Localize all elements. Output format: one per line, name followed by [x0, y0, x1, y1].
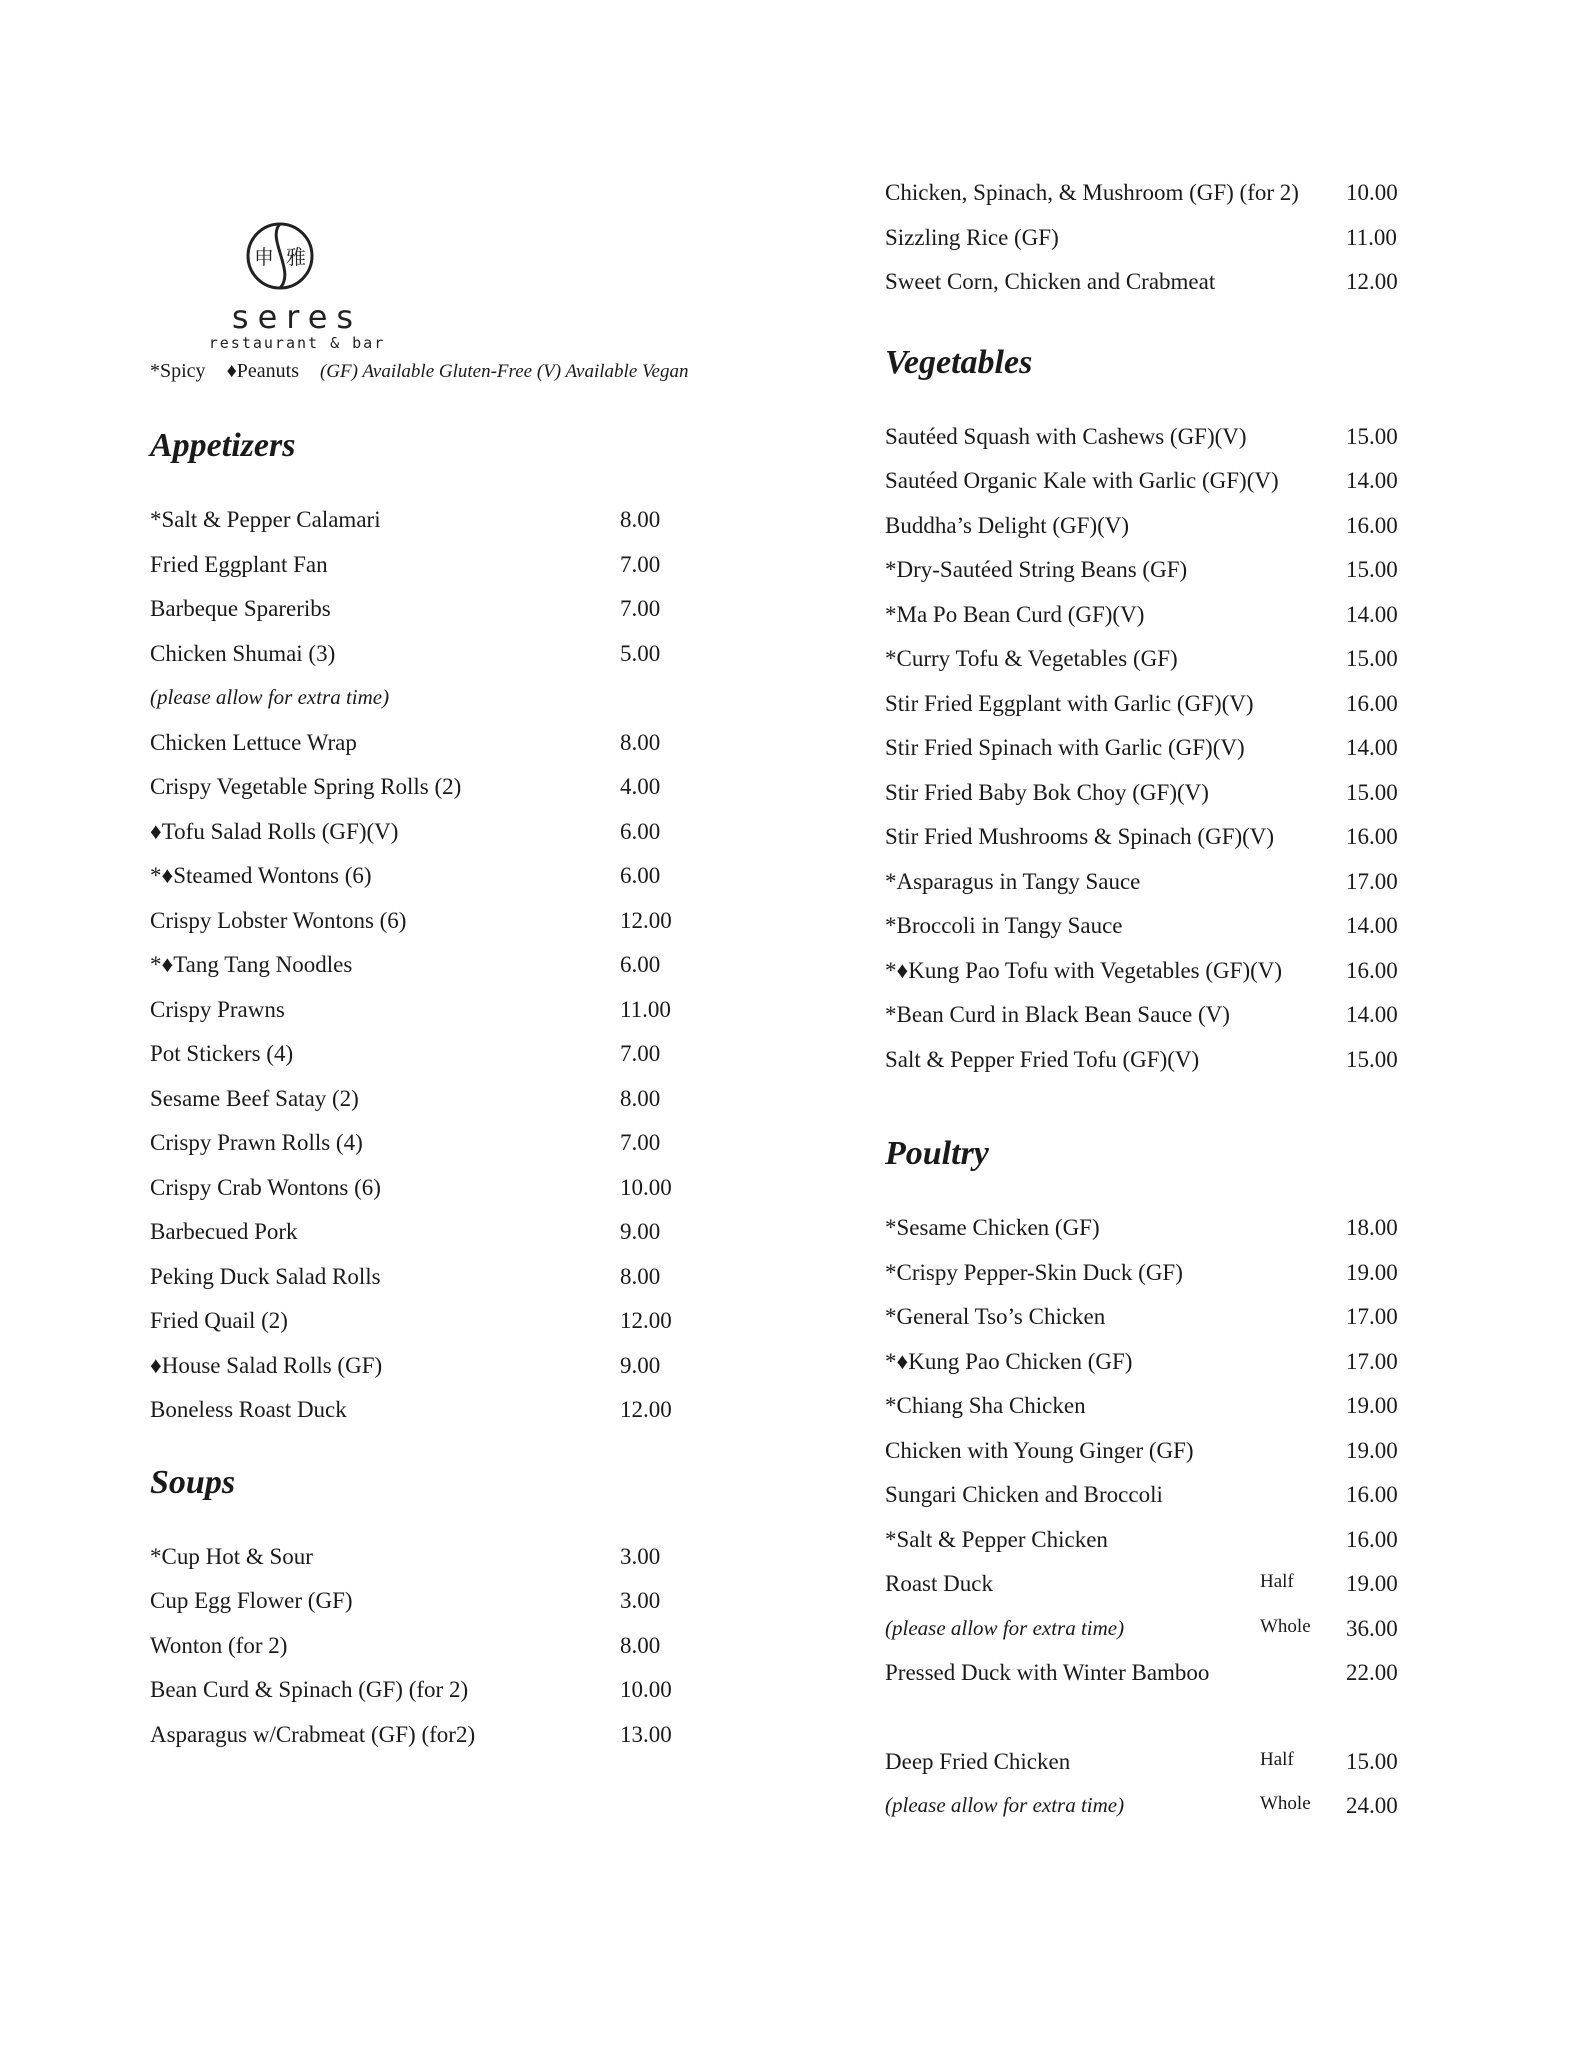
brand-tagline: restaurant & bar — [208, 334, 386, 352]
menu-note — [885, 1616, 1415, 1661]
menu-item-name: Pot Stickers (4) — [150, 1041, 294, 1066]
menu-item-price: 3.00 — [620, 1543, 661, 1569]
menu-item-price: 9.00 — [620, 1219, 661, 1244]
menu-item-price: 12.00 — [620, 1397, 672, 1422]
menu-item-price: 10.00 — [620, 1677, 672, 1702]
menu-item-size: Half — [1260, 1748, 1294, 1770]
menu-item — [150, 596, 690, 641]
menu-item — [150, 1722, 690, 1767]
menu-item-price: 8.00 — [620, 507, 661, 532]
menu-item-price: 17.00 — [1346, 1348, 1398, 1374]
menu-item-price: 6.00 — [620, 863, 661, 888]
menu-item — [150, 1308, 690, 1353]
menu-item — [885, 646, 1415, 691]
soups-list — [150, 1544, 690, 1767]
restaurant-logo — [182, 220, 412, 350]
menu-item-name: Chicken Shumai (3) — [150, 640, 336, 666]
menu-item-name: Fried Quail (2) — [150, 1308, 288, 1333]
menu-item — [150, 1041, 690, 1086]
menu-item-price: 15.00 — [1346, 557, 1398, 582]
right-column — [885, 180, 1415, 1838]
menu-item-price: 4.00 — [620, 774, 661, 799]
menu-item-name: *♦Tang Tang Noodles — [150, 952, 353, 977]
legend-spicy: *Spicy — [150, 360, 206, 382]
menu-item-name: Sizzling Rice (GF) — [885, 224, 1059, 250]
menu-item-price: 8.00 — [620, 1263, 661, 1289]
menu-item — [885, 735, 1415, 780]
menu-item-price: 19.00 — [1346, 1571, 1398, 1596]
menu-item — [150, 730, 690, 775]
menu-item-price: 11.00 — [620, 996, 671, 1022]
menu-item-price: 7.00 — [620, 551, 661, 577]
menu-item — [885, 468, 1415, 513]
menu-item-price: 19.00 — [1346, 1393, 1398, 1418]
menu-item-name: Crispy Vegetable Spring Rolls (2) — [150, 774, 462, 799]
menu-item-price: 14.00 — [1346, 1002, 1398, 1027]
menu-item-name: Stir Fried Mushrooms & Spinach (GF)(V) — [885, 824, 1275, 849]
menu-item — [150, 552, 690, 597]
menu-item-name: *Curry Tofu & Vegetables (GF) — [885, 646, 1178, 671]
menu-item-size: Whole — [1260, 1793, 1311, 1814]
menu-item — [150, 1175, 690, 1220]
menu-item — [885, 691, 1415, 736]
seres-emblem-icon — [242, 220, 322, 296]
menu-item — [885, 1215, 1415, 1260]
menu-item-price: 15.00 — [1346, 1046, 1398, 1072]
menu-item-name: *Ma Po Bean Curd (GF)(V) — [885, 601, 1145, 627]
menu-item — [885, 180, 1415, 225]
legend-peanuts: ♦Peanuts — [226, 360, 299, 382]
menu-item-price: 36.00 — [1346, 1615, 1398, 1641]
menu-item-name: Chicken, Spinach, & Mushroom (GF) (for 2) — [885, 180, 1299, 205]
menu-item — [885, 269, 1415, 314]
menu-item-price: 16.00 — [1346, 824, 1398, 849]
menu-item-name: Stir Fried Baby Bok Choy (GF)(V) — [885, 779, 1209, 805]
legend-dietary: (GF) Available Gluten-Free (V) Available Vegan — [319, 361, 689, 382]
menu-item-price: 7.00 — [620, 1130, 661, 1155]
menu-item-name: ♦Tofu Salad Rolls (GF)(V) — [150, 818, 399, 844]
menu-item-name: *♦Kung Pao Chicken (GF) — [885, 1348, 1133, 1374]
menu-item-name: *Crispy Pepper-Skin Duck (GF) — [885, 1259, 1183, 1285]
menu-item-size: Half — [1260, 1571, 1294, 1592]
menu-item-price: 8.00 — [620, 729, 661, 755]
menu-item-price: 8.00 — [620, 1085, 661, 1111]
menu-item-name: Peking Duck Salad Rolls — [150, 1263, 381, 1289]
menu-item-name: Stir Fried Eggplant with Garlic (GF)(V) — [885, 690, 1254, 716]
menu-item-name: Asparagus w/Crabmeat (GF) (for2) — [150, 1721, 476, 1747]
menu-item-name: *Asparagus in Tangy Sauce — [885, 868, 1141, 894]
poultry-list — [885, 1215, 1415, 1838]
menu-item-price: 7.00 — [620, 1041, 661, 1066]
menu-note — [885, 1793, 1415, 1838]
menu-item — [885, 958, 1415, 1003]
menu-item-price: 5.00 — [620, 640, 661, 666]
menu-item-price: 16.00 — [1346, 512, 1398, 538]
menu-item-name: *Salt & Pepper Chicken — [885, 1526, 1108, 1552]
menu-item-price: 15.00 — [1346, 423, 1398, 449]
menu-item — [885, 913, 1415, 958]
menu-item — [885, 513, 1415, 558]
logo-char-right: 雅 — [286, 245, 306, 269]
menu-item-name: Bean Curd & Spinach (GF) (for 2) — [150, 1677, 469, 1702]
menu-item — [150, 774, 690, 819]
menu-item-name: *Cup Hot & Sour — [150, 1543, 313, 1569]
section-title-vegetables: Vegetables — [885, 343, 1033, 381]
menu-item-price: 14.00 — [1346, 468, 1398, 493]
menu-item — [150, 1086, 690, 1131]
section-title-soups: Soups — [150, 1463, 236, 1501]
menu-item-price: 6.00 — [620, 818, 661, 844]
menu-item — [885, 1438, 1415, 1483]
menu-item-price: 15.00 — [1346, 646, 1398, 671]
menu-item-size: Whole — [1260, 1615, 1311, 1637]
menu-item — [885, 424, 1415, 469]
menu-item-name: Wonton (for 2) — [150, 1632, 288, 1658]
menu-item — [150, 507, 690, 552]
menu-note-text: (please allow for extra time) — [885, 1615, 1125, 1640]
menu-item — [885, 1002, 1415, 1047]
menu-item-name: *Dry-Sautéed String Beans (GF) — [885, 557, 1188, 582]
menu-item-name: Sweet Corn, Chicken and Crabmeat — [885, 269, 1216, 294]
menu-item-price: 19.00 — [1346, 1437, 1398, 1463]
menu-note-text: (please allow for extra time) — [150, 685, 390, 709]
menu-item — [885, 1660, 1415, 1705]
menu-item-price: 14.00 — [1346, 913, 1398, 938]
menu-item-price: 22.00 — [1346, 1660, 1398, 1685]
appetizers-list — [150, 507, 690, 1442]
menu-item — [885, 780, 1415, 825]
menu-item-name: Deep Fried Chicken — [885, 1748, 1071, 1774]
menu-item-name: ♦House Salad Rolls (GF) — [150, 1352, 383, 1378]
menu-item — [150, 1353, 690, 1398]
vegetables-list — [885, 424, 1415, 1092]
menu-item-price: 16.00 — [1346, 1526, 1398, 1552]
menu-item — [150, 1130, 690, 1175]
menu-item-price: 24.00 — [1346, 1793, 1398, 1818]
menu-item-price: 15.00 — [1346, 779, 1398, 805]
menu-item-name: *Salt & Pepper Calamari — [150, 507, 381, 532]
menu-item-price: 9.00 — [620, 1352, 661, 1378]
menu-item-name: Crispy Crab Wontons (6) — [150, 1174, 381, 1200]
menu-item-name: Barbecued Pork — [150, 1219, 298, 1244]
menu-item-name: Sungari Chicken and Broccoli — [885, 1482, 1163, 1507]
left-column — [150, 220, 690, 1766]
section-title-poultry: Poultry — [885, 1135, 989, 1172]
menu-item-price: 8.00 — [620, 1632, 661, 1658]
menu-item-name: Boneless Roast Duck — [150, 1397, 347, 1422]
menu-item — [150, 1633, 690, 1678]
menu-item-price: 16.00 — [1346, 690, 1398, 716]
menu-item — [885, 1260, 1415, 1305]
menu-item — [885, 225, 1415, 270]
section-title-appetizers: Appetizers — [150, 427, 296, 464]
menu-item — [885, 602, 1415, 647]
menu-item-name: Pressed Duck with Winter Bamboo — [885, 1660, 1210, 1685]
menu-item-price: 17.00 — [1346, 868, 1398, 894]
menu-item — [885, 1571, 1415, 1616]
menu-item-name: Chicken with Young Ginger (GF) — [885, 1437, 1194, 1463]
menu-item-name: Cup Egg Flower (GF) — [150, 1588, 353, 1613]
menu-item-name: Fried Eggplant Fan — [150, 551, 328, 577]
menu-item — [150, 1219, 690, 1264]
menu-item-name: *General Tso’s Chicken — [885, 1304, 1106, 1329]
menu-item-name: *Broccoli in Tangy Sauce — [885, 913, 1123, 938]
menu-note — [150, 685, 690, 730]
menu-item — [885, 1527, 1415, 1572]
menu-item — [885, 557, 1415, 602]
menu-item — [885, 869, 1415, 914]
menu-item-price: 3.00 — [620, 1588, 661, 1613]
menu-item — [150, 863, 690, 908]
menu-item — [885, 1349, 1415, 1394]
menu-item-name: Sautéed Organic Kale with Garlic (GF)(V) — [885, 468, 1279, 493]
menu-item-name: Buddha’s Delight (GF)(V) — [885, 512, 1130, 538]
menu-item-name: Crispy Prawns — [150, 996, 285, 1022]
menu-item — [150, 641, 690, 686]
menu-item-price: 18.00 — [1346, 1215, 1398, 1240]
menu-item-name: Salt & Pepper Fried Tofu (GF)(V) — [885, 1046, 1200, 1072]
menu-item — [150, 997, 690, 1042]
menu-item-price: 16.00 — [1346, 957, 1398, 983]
menu-item-price: 14.00 — [1346, 735, 1398, 760]
menu-item-name: Sautéed Squash with Cashews (GF)(V) — [885, 423, 1247, 449]
menu-item — [150, 819, 690, 864]
menu-item — [885, 1393, 1415, 1438]
menu-item-name: *♦Kung Pao Tofu with Vegetables (GF)(V) — [885, 957, 1283, 983]
menu-item — [150, 1588, 690, 1633]
menu-note-text: (please allow for extra time) — [885, 1793, 1125, 1817]
menu-item — [885, 1047, 1415, 1092]
menu-item-name: *Chiang Sha Chicken — [885, 1393, 1086, 1418]
menu-item-price: 12.00 — [620, 1308, 672, 1333]
menu-item-name: Chicken Lettuce Wrap — [150, 729, 357, 755]
menu-item-name: Crispy Lobster Wontons (6) — [150, 907, 407, 933]
menu-item-price: 12.00 — [620, 907, 672, 933]
menu-item-price: 15.00 — [1346, 1748, 1398, 1774]
menu-item — [885, 1749, 1415, 1794]
menu-item-name: Stir Fried Spinach with Garlic (GF)(V) — [885, 735, 1245, 760]
menu-item-price: 11.00 — [1346, 224, 1397, 250]
menu-item-name: *Sesame Chicken (GF) — [885, 1215, 1100, 1240]
legend — [150, 360, 690, 383]
menu-item-name: *Bean Curd in Black Bean Sauce (V) — [885, 1002, 1230, 1027]
menu-item — [150, 1677, 690, 1722]
menu-item — [150, 952, 690, 997]
menu-item — [150, 908, 690, 953]
menu-item — [150, 1544, 690, 1589]
logo-char-left: 申 — [254, 245, 274, 269]
menu-item — [885, 1304, 1415, 1349]
menu-item-price: 7.00 — [620, 596, 661, 621]
menu-item-price: 13.00 — [620, 1721, 672, 1747]
brand-name: seres — [231, 298, 363, 336]
menu-item-price: 14.00 — [1346, 601, 1398, 627]
menu-item — [885, 1482, 1415, 1527]
menu-item-name: Roast Duck — [885, 1571, 993, 1596]
menu-item-name: Barbeque Spareribs — [150, 596, 331, 621]
menu-item-price: 16.00 — [1346, 1482, 1398, 1507]
menu-item-name: Sesame Beef Satay (2) — [150, 1085, 359, 1111]
menu-item — [150, 1264, 690, 1309]
menu-item — [150, 1397, 690, 1442]
menu-item-price: 10.00 — [1346, 180, 1398, 205]
menu-item-price: 19.00 — [1346, 1259, 1398, 1285]
menu-item-price: 6.00 — [620, 952, 661, 977]
menu-item-price: 12.00 — [1346, 269, 1398, 294]
menu-item — [885, 824, 1415, 869]
menu-item-price: 10.00 — [620, 1174, 672, 1200]
menu-item-name: *♦Steamed Wontons (6) — [150, 863, 372, 888]
soups-continued-list — [885, 180, 1415, 314]
menu-item-price: 17.00 — [1346, 1304, 1398, 1329]
menu-item-name: Crispy Prawn Rolls (4) — [150, 1130, 363, 1155]
